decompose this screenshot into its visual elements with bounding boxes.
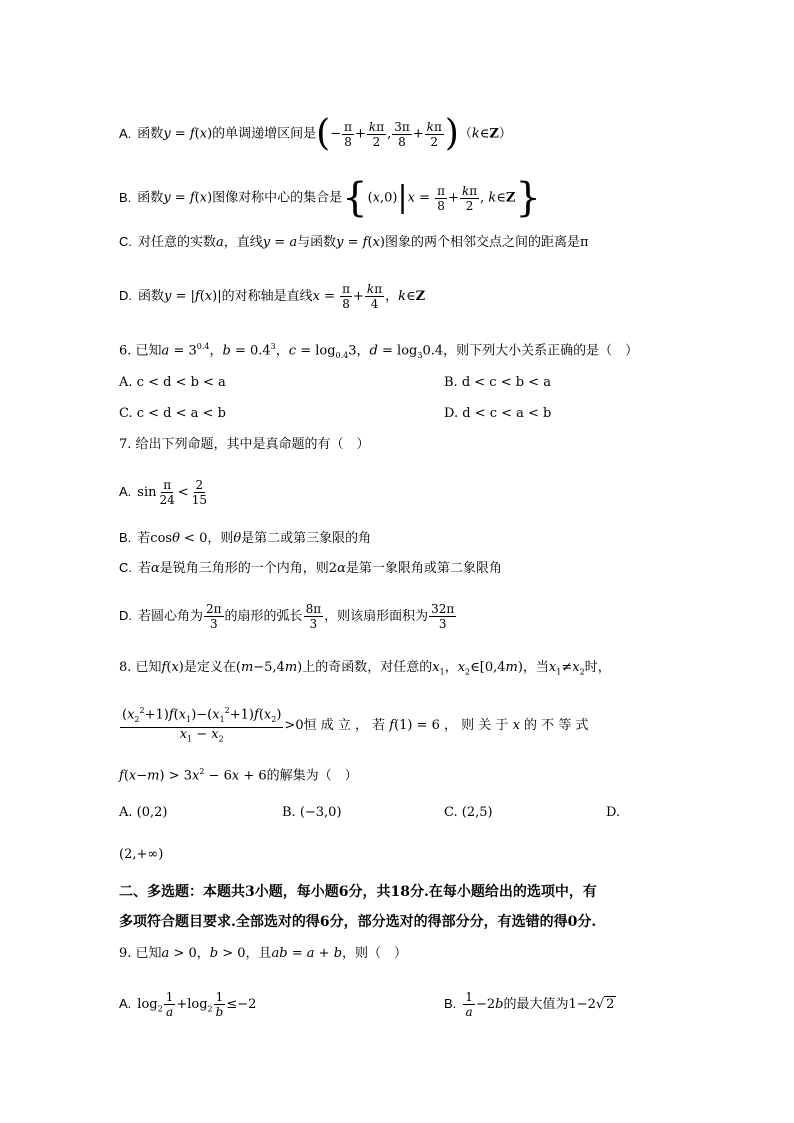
q7-option-a-label: A. — [119, 484, 132, 499]
q8-option-d[interactable]: D. — [606, 805, 621, 820]
q5-option-c-label: C. — [119, 234, 132, 249]
q6-stem: 6. 已知$a = 3^{0.4}$，$b = 0.4^3$，$c = \log_{0.4}3$，$d = \log_30.4$，则下列大小关系正确的是（ ） — [119, 342, 639, 360]
q5-option-c[interactable]: C. 对任意的实数a，直线y = a与函数y = f(x)图象的两个相邻交点之间的距离是π — [119, 234, 589, 250]
q5-option-a[interactable]: A. 函数y = f(x)的单调递增区间是(− $\frac{\pi}{8}$ + $\frac{k\pi}{2}$ , $\frac{3\pi}{8}$ + $\frac{k\pi}{2}$ )（k∈Z） — [119, 113, 512, 154]
q7-option-c-label: C. — [119, 560, 132, 575]
q7-option-b-label: B. — [119, 530, 132, 545]
q8-option-c[interactable]: C. (2,5) — [444, 805, 493, 820]
q7-option-d-label: D. — [119, 608, 132, 623]
q7-option-c[interactable]: C. 若α是锐角三角形的一个内角，则2α是第一象限角或第二象限角 — [119, 560, 502, 576]
q8-stem-line2: $\frac{(x_2^2+1)f(x_1)-(x_1^2+1)f(x_2)}{x_1 - x_2}$ >0恒 成 立 ， 若 f(1) = 6 ， 则 关 于 x 的 不 等 式 — [122, 706, 589, 744]
q5-option-a-label: A. — [119, 125, 132, 141]
q8-option-d-value[interactable]: (2,+∞) — [119, 847, 164, 862]
q9-option-b[interactable]: B. $\frac{1}{a}$ −2b的最大值为1−2√ 2 — [444, 990, 615, 1019]
q9-option-b-label: B. — [444, 996, 457, 1011]
q6-option-c[interactable]: C. c < d < a < b — [119, 406, 226, 421]
q6-option-a[interactable]: A. c < d < b < a — [119, 375, 226, 390]
q7-option-d[interactable]: D. 若圆心角为 $\frac{2\pi}{3}$ 的扇形的弧长 $\frac{8\pi}{3}$ ，则该扇形面积为 $\frac{32\pi}{3}$ — [119, 602, 455, 631]
q5-option-b[interactable]: B. 函数y = f(x)图像对称中心的集合是{(x,0)|x = $\frac{\pi}{8}$ + $\frac{k\pi}{2}$ , k∈Z} — [119, 175, 541, 221]
section2-line1: 二、多选题：本题共3小题，每小题6分，共18分.在每小题给出的选项中，有 — [119, 884, 597, 900]
q7-option-a[interactable]: A. sin $\frac{\pi}{24}$ < $\frac{2}{15}$ — [119, 478, 207, 507]
q9-stem: 9. 已知a > 0，b > 0，且ab = a + b，则（ ） — [119, 946, 408, 961]
q6-option-b[interactable]: B. d < c < b < a — [444, 375, 551, 390]
q9-option-a-label: A. — [119, 996, 132, 1011]
q7-stem: 7. 给出下列命题，其中是真命题的有（ ） — [119, 437, 370, 452]
q6-option-d[interactable]: D. d < c < a < b — [444, 406, 552, 421]
q8-option-a[interactable]: A. (0,2) — [119, 805, 168, 820]
q5-option-b-label: B. — [119, 189, 132, 205]
section2-line2: 多项符合题目要求.全部选对的得6分，部分选对的得部分分，有选错的得0分. — [119, 914, 597, 930]
q8-option-b[interactable]: B. (−3,0) — [282, 805, 342, 820]
q7-option-b[interactable]: B. 若cosθ < 0，则θ是第二或第三象限的角 — [119, 530, 372, 546]
q8-stem-line1: 8. 已知f(x)是定义在(m−5,4m)上的奇函数，对任意的$x_1$，$x_2\in[0,4m)$，当$x_1\ne x_2$时， — [119, 660, 611, 677]
q5-option-d[interactable]: D. 函数y = |f(x)|的对称轴是直线x = $\frac{\pi}{8}$ + $\frac{k\pi}{4}$ ，k∈Z — [119, 282, 426, 311]
q9-option-a[interactable]: A. $\log_2$ $\frac{1}{a}$ $+\log_2$ $\frac{1}{b}$ ≤−2 — [119, 990, 257, 1019]
q8-stem-line3: $f(x-m) > 3x^2 - 6x + 6$的解集为（ ） — [119, 767, 358, 784]
q5-option-d-label: D. — [119, 288, 132, 303]
